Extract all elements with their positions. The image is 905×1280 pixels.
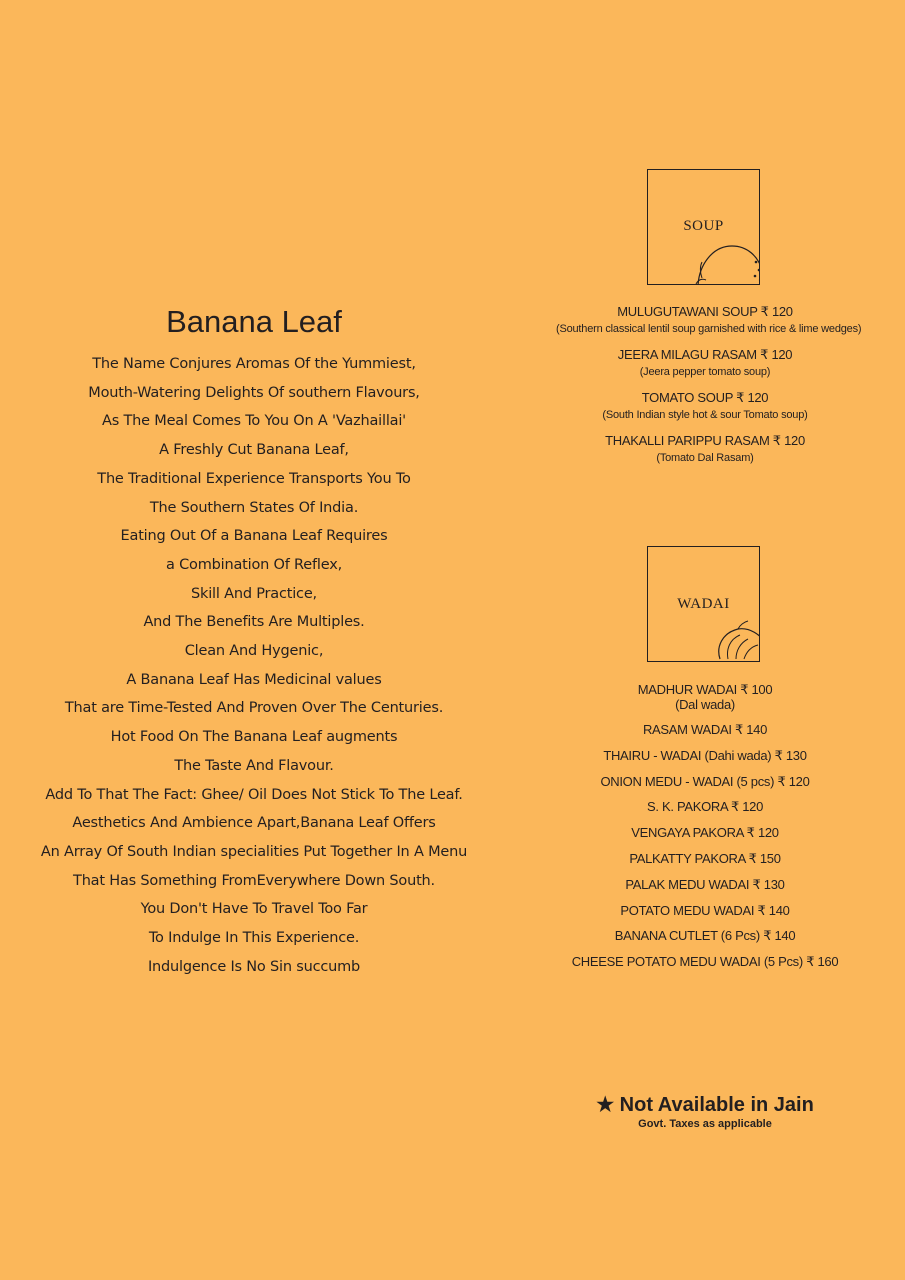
intro-line: The Southern States Of India. bbox=[149, 499, 359, 516]
intro-line: a Combination Of Reflex, bbox=[166, 556, 342, 573]
intro-line: A Banana Leaf Has Medicinal values bbox=[126, 671, 382, 688]
wadai-item: S. K. PAKORA ₹ 120 bbox=[646, 799, 764, 815]
wadai-heading: WADAI bbox=[677, 596, 730, 612]
intro-section bbox=[40, 300, 468, 981]
page-title: Banana Leaf bbox=[166, 304, 342, 339]
soup-item-price: ₹ 120 bbox=[736, 390, 769, 405]
wadai-item-price: ₹ 100 bbox=[740, 682, 773, 697]
intro-line: Indulgence Is No Sin succumb bbox=[147, 958, 361, 975]
intro-line: Mouth-Watering Delights Of southern Flavours, bbox=[88, 384, 420, 401]
soup-item-price: ₹ 120 bbox=[760, 347, 793, 362]
soup-item-name: THAKALLI PARIPPU RASAM bbox=[605, 433, 770, 448]
wadai-item-name: MADHUR WADAI bbox=[637, 682, 737, 697]
wadai-heading-box bbox=[647, 546, 760, 662]
wadai-items bbox=[556, 717, 854, 975]
soup-item-desc: (Tomato Dal Rasam) bbox=[656, 452, 754, 464]
soup-bowl-icon bbox=[692, 226, 760, 285]
soup-item-price: ₹ 120 bbox=[760, 304, 793, 319]
soup-item bbox=[556, 345, 854, 365]
intro-line: Skill And Practice, bbox=[191, 585, 317, 602]
intro-line: That Has Something FromEverywhere Down South. bbox=[73, 872, 435, 889]
intro-line: And The Benefits Are Multiples. bbox=[143, 614, 365, 631]
soup-item-name: TOMATO SOUP bbox=[641, 390, 733, 405]
soup-item bbox=[556, 302, 854, 322]
soup-heading-box bbox=[647, 169, 760, 285]
soup-item-desc: (Southern classical lentil soup garnished with rice & lime wedges) bbox=[556, 323, 862, 335]
wadai-item: PALKATTY PAKORA ₹ 150 bbox=[629, 850, 781, 866]
jain-note: ★ Not Available in Jain bbox=[596, 1094, 814, 1116]
intro-line: Aesthetics And Ambience Apart,Banana Leaf Offers bbox=[72, 815, 436, 832]
wadai-item: BANANA CUTLET (6 Pcs) ₹ 140 bbox=[614, 928, 796, 944]
soup-item-name: JEERA MILAGU RASAM bbox=[617, 347, 757, 362]
intro-line: That are Time-Tested And Proven Over The Centuries. bbox=[64, 700, 444, 717]
wadai-item-desc: (Dal wada) bbox=[675, 697, 735, 712]
intro-line: The Taste And Flavour. bbox=[174, 757, 334, 774]
intro-line: As The Meal Comes To You On A 'Vazhaillai' bbox=[102, 413, 406, 430]
intro-line: Eating Out Of a Banana Leaf Requires bbox=[120, 528, 388, 545]
soup-item bbox=[556, 388, 854, 408]
tax-note: Govt. Taxes as applicable bbox=[638, 1118, 772, 1130]
intro-paragraph bbox=[40, 350, 468, 981]
soup-item-desc: (Jeera pepper tomato soup) bbox=[639, 366, 771, 378]
intro-line: A Freshly Cut Banana Leaf, bbox=[159, 442, 349, 459]
intro-line: You Don't Have To Travel Too Far bbox=[140, 901, 368, 918]
wadai-item bbox=[556, 682, 854, 698]
wadai-item: POTATO MEDU WADAI ₹ 140 bbox=[620, 902, 790, 918]
soup-item bbox=[556, 431, 854, 451]
intro-line: The Name Conjures Aromas Of the Yummiest, bbox=[92, 356, 416, 372]
soup-list bbox=[556, 302, 862, 474]
wadai-item: VENGAYA PAKORA ₹ 120 bbox=[631, 825, 779, 841]
wadai-item: RASAM WADAI ₹ 140 bbox=[642, 722, 768, 737]
wadai-item: PALAK MEDU WADAI ₹ 130 bbox=[625, 876, 785, 892]
soup-item-name: MULUGUTAWANI SOUP bbox=[617, 304, 758, 319]
soup-item-price: ₹ 120 bbox=[772, 433, 805, 448]
wadai-item: THAIRU - WADAI (Dahi wada) ₹ 130 bbox=[603, 747, 807, 763]
intro-line: To Indulge In This Experience. bbox=[148, 930, 360, 947]
wadai-onion-icon bbox=[716, 619, 760, 661]
intro-line: Clean And Hygenic, bbox=[184, 643, 324, 660]
intro-line: Hot Food On The Banana Leaf augments bbox=[110, 729, 398, 746]
intro-line: The Traditional Experience Transports You To bbox=[97, 470, 411, 487]
wadai-list bbox=[556, 682, 854, 975]
intro-line: Add To That The Fact: Ghee/ Oil Does Not Stick To The Leaf. bbox=[45, 786, 463, 803]
intro-line: An Array Of South Indian specialities Put Together In A Menu bbox=[40, 843, 468, 860]
wadai-item: ONION MEDU - WADAI (5 pcs) ₹ 120 bbox=[600, 773, 810, 789]
soup-heading: SOUP bbox=[683, 218, 724, 234]
footer bbox=[556, 1092, 854, 1130]
wadai-item: CHEESE POTATO MEDU WADAI (5 Pcs) ₹ 160 bbox=[571, 954, 839, 970]
soup-item-desc: (South Indian style hot & sour Tomato soup) bbox=[602, 409, 808, 421]
